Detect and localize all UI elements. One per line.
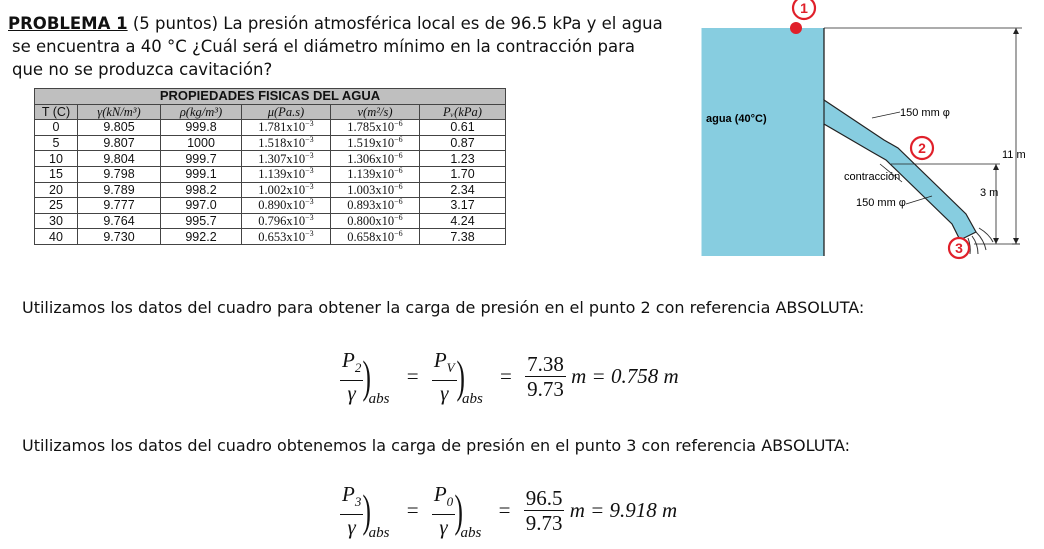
table-cell: 9.777 xyxy=(78,198,161,214)
point-3-label: 3 xyxy=(955,240,963,256)
table-cell: $1.781x10^{-3}$ xyxy=(242,120,331,136)
table-title: PROPIEDADES FISICAS DEL AGUA xyxy=(35,89,506,105)
table-cell: 9.789 xyxy=(78,182,161,198)
table-cell: 9.804 xyxy=(78,151,161,167)
table-cell: 4.24 xyxy=(420,213,506,229)
eq2-num: 96.5 xyxy=(525,486,563,511)
table-cell: 0.61 xyxy=(420,120,506,136)
point-2-label: 2 xyxy=(918,140,926,156)
table-cell: 20 xyxy=(35,182,78,198)
table-row xyxy=(35,182,506,198)
table-row xyxy=(35,120,506,136)
eq2-p-sub: 3 xyxy=(354,494,362,510)
table-row xyxy=(35,198,506,214)
table-cell: 992.2 xyxy=(161,229,242,245)
point-1-dot xyxy=(790,22,802,34)
point-1-label: 1 xyxy=(800,0,808,16)
table-cell: $0.658x10^{-6}$ xyxy=(331,229,420,245)
table-header: γ(kN/m³) xyxy=(78,104,161,120)
eq1-result: m = 0.758 m xyxy=(571,364,679,389)
eq2-p0-sub: 0 xyxy=(446,494,454,510)
eq2-den: 9.73 xyxy=(525,511,563,536)
water-label: agua (40°C) xyxy=(706,113,767,125)
table-cell: 995.7 xyxy=(161,213,242,229)
table-cell: $0.653x10^{-3}$ xyxy=(242,229,331,245)
table-cell: 0 xyxy=(35,120,78,136)
eq1-den: 9.73 xyxy=(527,377,564,402)
table-cell: 998.2 xyxy=(161,182,242,198)
height-total-label: 11 m xyxy=(1002,149,1026,161)
table-cell: $1.519x10^{-6}$ xyxy=(331,135,420,151)
eq1-pv-sub: V xyxy=(446,360,455,376)
table-row xyxy=(35,135,506,151)
table-cell: 999.8 xyxy=(161,120,242,136)
eq2-result: m = 9.918 m xyxy=(569,498,678,523)
table-cell: 15 xyxy=(35,166,78,182)
eq2-p: P xyxy=(342,482,355,506)
table-body xyxy=(35,120,506,245)
eq2-gamma-2: γ xyxy=(439,515,448,540)
table-cell: $1.003x10^{-6}$ xyxy=(331,182,420,198)
table-cell: 9.764 xyxy=(78,213,161,229)
problem-line-1: (5 puntos) La presión atmosférica local es de 96.5 kPa y el agua xyxy=(127,14,663,33)
table-cell: 9.730 xyxy=(78,229,161,245)
table-cell: $1.306x10^{-6}$ xyxy=(331,151,420,167)
table-row xyxy=(35,229,506,245)
table-cell: 5 xyxy=(35,135,78,151)
table-cell: 10 xyxy=(35,151,78,167)
eq1-num: 7.38 xyxy=(527,352,564,377)
water-properties-table xyxy=(34,88,506,245)
table-cell: 7.38 xyxy=(420,229,506,245)
table-header: Pᵥ(kPa) xyxy=(420,104,506,120)
table-cell: $0.890x10^{-3}$ xyxy=(242,198,331,214)
problem-statement xyxy=(8,12,678,81)
table-header: μ(Pa.s) xyxy=(242,104,331,120)
eq2-abs: abs xyxy=(368,525,390,542)
eq1-pv: P xyxy=(433,348,447,372)
table-cell: 3.17 xyxy=(420,198,506,214)
water-tank xyxy=(702,28,824,256)
table-row xyxy=(35,213,506,229)
table-cell: 2.34 xyxy=(420,182,506,198)
problem-title: PROBLEMA 1 xyxy=(8,14,128,33)
table-cell: $1.518x10^{-3}$ xyxy=(242,135,331,151)
table-cell: $1.002x10^{-3}$ xyxy=(242,182,331,198)
eq1-gamma: γ xyxy=(347,381,356,406)
pipe-diagram xyxy=(676,0,1044,270)
pipe-bottom-label: 150 mm φ xyxy=(856,197,906,209)
eq1-p: P xyxy=(342,348,355,372)
eq1-abs: abs xyxy=(368,391,390,408)
table-cell: 9.807 xyxy=(78,135,161,151)
table-cell: 9.798 xyxy=(78,166,161,182)
table-cell: $0.893x10^{-6}$ xyxy=(331,198,420,214)
eq2-p0: P xyxy=(433,482,447,506)
table-cell: 1000 xyxy=(161,135,242,151)
eq2-gamma: γ xyxy=(347,515,356,540)
table-cell: 40 xyxy=(35,229,78,245)
eq2-abs-2: abs xyxy=(460,525,482,542)
problem-line-2: se encuentra a 40 °C ¿Cuál será el diámetro mínimo en la contracción para xyxy=(12,37,636,56)
table-cell: $0.800x10^{-6}$ xyxy=(331,213,420,229)
table-cell: $0.796x10^{-3}$ xyxy=(242,213,331,229)
table-header: ν(m²/s) xyxy=(331,104,420,120)
table-cell: 1.70 xyxy=(420,166,506,182)
table-cell: 997.0 xyxy=(161,198,242,214)
table-cell: 25 xyxy=(35,198,78,214)
table-cell: 30 xyxy=(35,213,78,229)
pipe xyxy=(824,100,976,240)
table-cell: 999.7 xyxy=(161,151,242,167)
explanation-2: Utilizamos los datos del cuadro obtenemos la carga de presión en el punto 3 con referencia ABSOLUTA: xyxy=(22,436,850,455)
problem-line-3: que no se produzca cavitación? xyxy=(12,60,273,79)
table-cell: $1.307x10^{-3}$ xyxy=(242,151,331,167)
table-cell: 9.805 xyxy=(78,120,161,136)
table-cell: $1.139x10^{-3}$ xyxy=(242,166,331,182)
table-cell: $1.139x10^{-6}$ xyxy=(331,166,420,182)
table-cell: 1.23 xyxy=(420,151,506,167)
table-cell: 999.1 xyxy=(161,166,242,182)
eq1-p-sub: 2 xyxy=(354,360,362,376)
table-header: T (C) xyxy=(35,104,78,120)
pipe-top-label: 150 mm φ xyxy=(900,107,950,119)
equation-1: $\frac{P_2}{\gamma}$ )$_{abs}$ = $\frac{P_V}{\gamma}$ )$_{abs}$ = $\frac{7.38}{9.73}$ m = 0.758 m xyxy=(342,348,679,408)
contraction-label: contracción xyxy=(844,171,901,183)
table-cell: $1.785x10^{-6}$ xyxy=(331,120,420,136)
table-row xyxy=(35,151,506,167)
table-cell: 0.87 xyxy=(420,135,506,151)
eq1-abs-2: abs xyxy=(461,391,483,408)
table-header: ρ(kg/m³) xyxy=(161,104,242,120)
equation-2: $\frac{P_3}{\gamma}$ )$_{abs}$ = $\frac{P_0}{\gamma}$ )$_{abs}$ = $\frac{96.5}{9.73}$ m = 9.918 m xyxy=(342,482,678,542)
height-lower-label: 3 m xyxy=(980,187,999,199)
table-row xyxy=(35,166,506,182)
explanation-1: Utilizamos los datos del cuadro para obtener la carga de presión en el punto 2 con referencia ABSOLUTA: xyxy=(22,298,865,317)
eq1-gamma-2: γ xyxy=(440,381,449,406)
